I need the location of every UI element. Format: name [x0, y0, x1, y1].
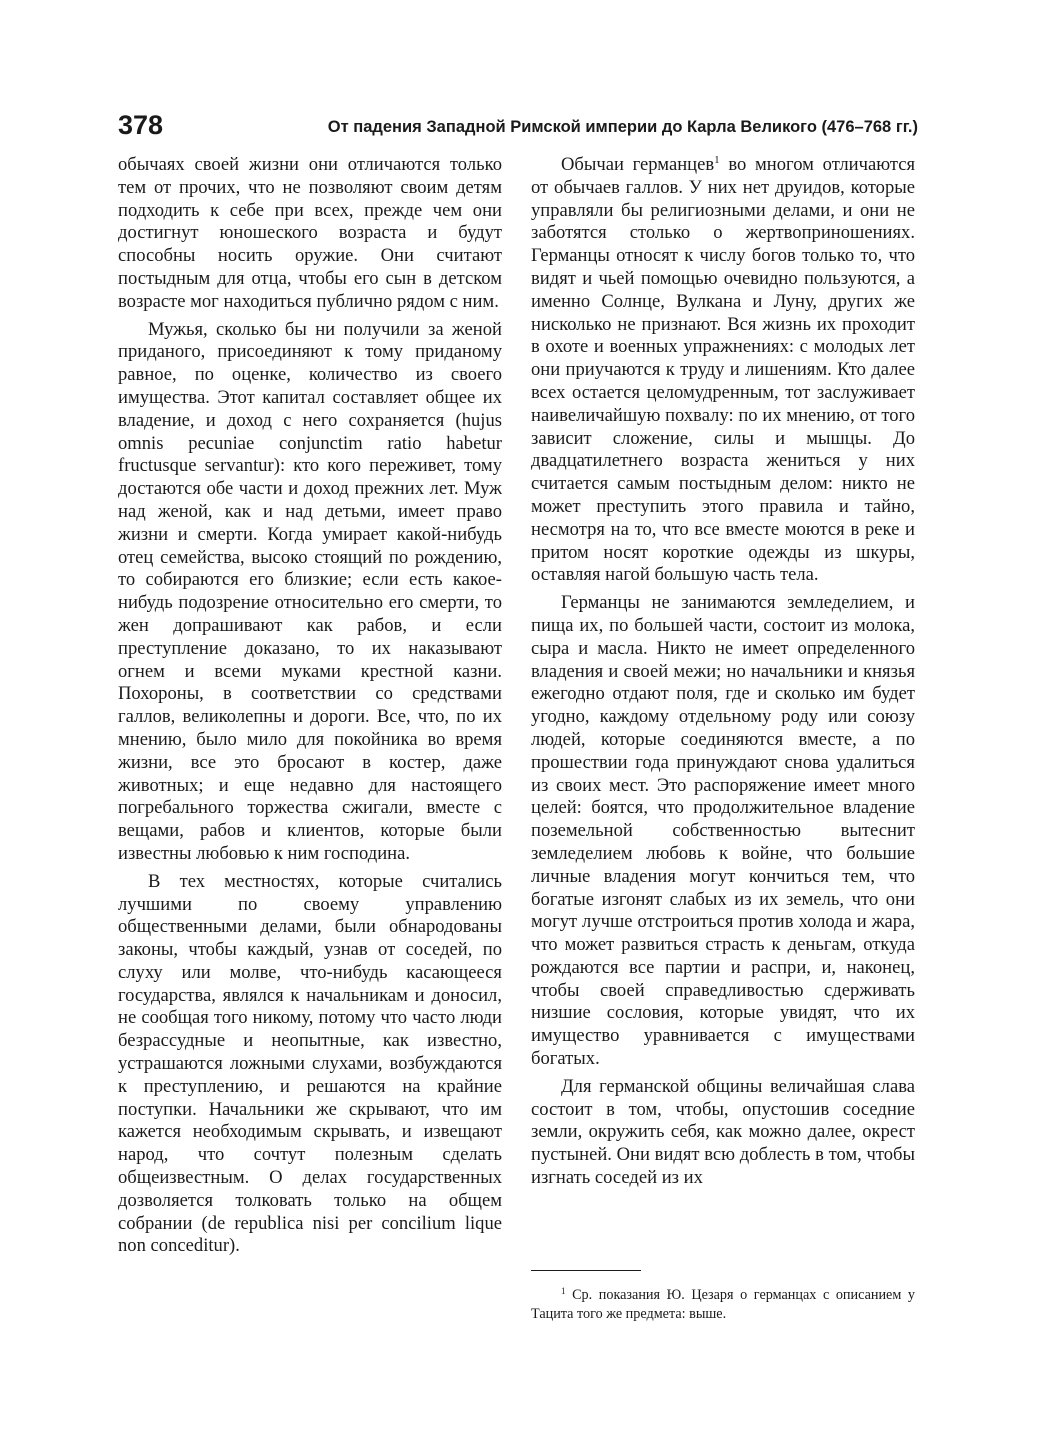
- page-number: 378: [118, 110, 164, 140]
- paragraph-start: Обычаи германцев: [561, 154, 715, 175]
- paragraph: Мужья, сколько бы ни получили за женой приданого, присоединяют к тому приданому равное, по оценке, количество из своего имущества. Этот капитал составляет общее их владение, и доход с него сохраняется (hujus omnis pecuniae conjunctim ratio habetur fructusque servantur): кто кого переживет, тому достаются обе части и доход прежних лет. Муж над женой, как и над детьми, имеет право жизни и смерти. Когда умирает какой-нибудь отец семейства, высоко стоящий по рождению, то собираются его близкие; если есть какое-нибудь подозрение относительно его смерти, то жен допрашивают как рабов, и если преступление доказано, то их наказывают огнем и всеми муками крестной казни. Похороны, в соответствии со средствами галлов, великолепны и дороги. Все, что, по их мнению, было мило для покойника во время жизни, все это бросают в костер, даже животных; и еще недавно для настоящего погребального торжества сжигали, вместе с вещами, рабов и клиентов, которые были известны любовью к ним господина.: [118, 318, 502, 864]
- footnote-divider: [531, 1270, 641, 1271]
- left-column: [118, 154, 502, 1263]
- right-column: [531, 154, 915, 1195]
- paragraph-rest: во многом отличаются от обычаев галлов. У них нет друидов, которые управляли бы религиозными делами, и они не заботятся столько о жертвоприношениях. Германцы относят к числу богов только то, что видят и чьей помощью очевидно пользуются, а именно Солнце, Вулкана и Луну, других же нисколько не признают. Вся жизнь их проходит в охоте и военных упражнениях: с молодых лет они приучаются к труду и лишениям. Кто далее всех остается целомудренным, тот заслуживает наивеличайшую похвалу: по их мнению, от того зависит сложение, силы и мышцы. До двадцатилетнего возраста жениться у них считается самым постыдным делом: никто не может преступить этого правила и тайно, несмотря на то, что все вместе моются в реке и притом носят короткие одежды из шкуры, оставляя нагой большую часть тела.: [531, 154, 915, 586]
- paragraph: [531, 154, 915, 587]
- footnote-reference[interactable]: 1: [714, 154, 720, 166]
- footnote: [531, 1286, 915, 1324]
- paragraph: обычаях своей жизни они отличаются только тем от прочих, что не позволяют своим детям подходить к себе при всех, прежде чем они достигнут юношеского возраста и будут способны носить оружие. Они считают постыдным для отца, чтобы его сын в детском возрасте мог находиться публично рядом с ним.: [118, 154, 502, 312]
- paragraph: В тех местностях, которые считались лучшими по своему управлению общественными делами, были обнародованы законы, чтобы каждый, узнав от соседей, по слуху или молве, что-нибудь касающееся государства, являлся к начальникам и доносил, не сообщая того никому, потому что часто люди безрассудные и неопытные, как известно, устрашаются ложными слухами, возбуждаются к преступлению, и решаются на крайние поступки. Начальники же скрывают, что им кажется необходимым скрывать, и извещают народ, что сочтут полезным сделать общеизвестным. О делах государственных дозволяется толковать только на общем собрании (de republica nisi per concilium lique non conceditur).: [118, 870, 502, 1257]
- footnote-number: 1: [561, 1286, 566, 1296]
- paragraph: Для германской общины величайшая слава состоит в том, чтобы, опустошив соседние земли, окружить себя, как можно далее, окрест пустыней. Они видят всю доблесть в том, чтобы изгнать соседей из их: [531, 1075, 915, 1189]
- running-title: От падения Западной Римской империи до Карла Великого (476–768 гг.): [327, 118, 918, 136]
- paragraph: Германцы не занимаются земледелием, и пища их, по большей части, состоит из молока, сыра и масла. Никто не имеет определенного владения и своей межи; но начальники и князья ежегодно отдают поля, где и сколько им будет угодно, каждому отдельному роду или союзу людей, которые соединяются вместе, а по прошествии года принуждают снова удалиться из своих мест. Это распоряжение имеет много целей: боятся, что продолжительное владение поземельной собственностью вытеснит земледелием любовь к войне, что большие личные владения могут кончиться тем, что богатые изгонят слабых из их земель, что они могут лучше отстроиться против холода и жара, что может развиться страсть к деньгам, откуда рождаются все партии и распри, и, наконец, чтобы своей справедливостью сдерживать низшие сословия, которые увидят, что их имущество уравнивается с имуществами богатых.: [531, 592, 915, 1070]
- page-header: [118, 110, 918, 144]
- footnote-text: Ср. показания Ю. Цезаря о германцах с описанием у Тацита того же предмета: выше.: [531, 1287, 915, 1322]
